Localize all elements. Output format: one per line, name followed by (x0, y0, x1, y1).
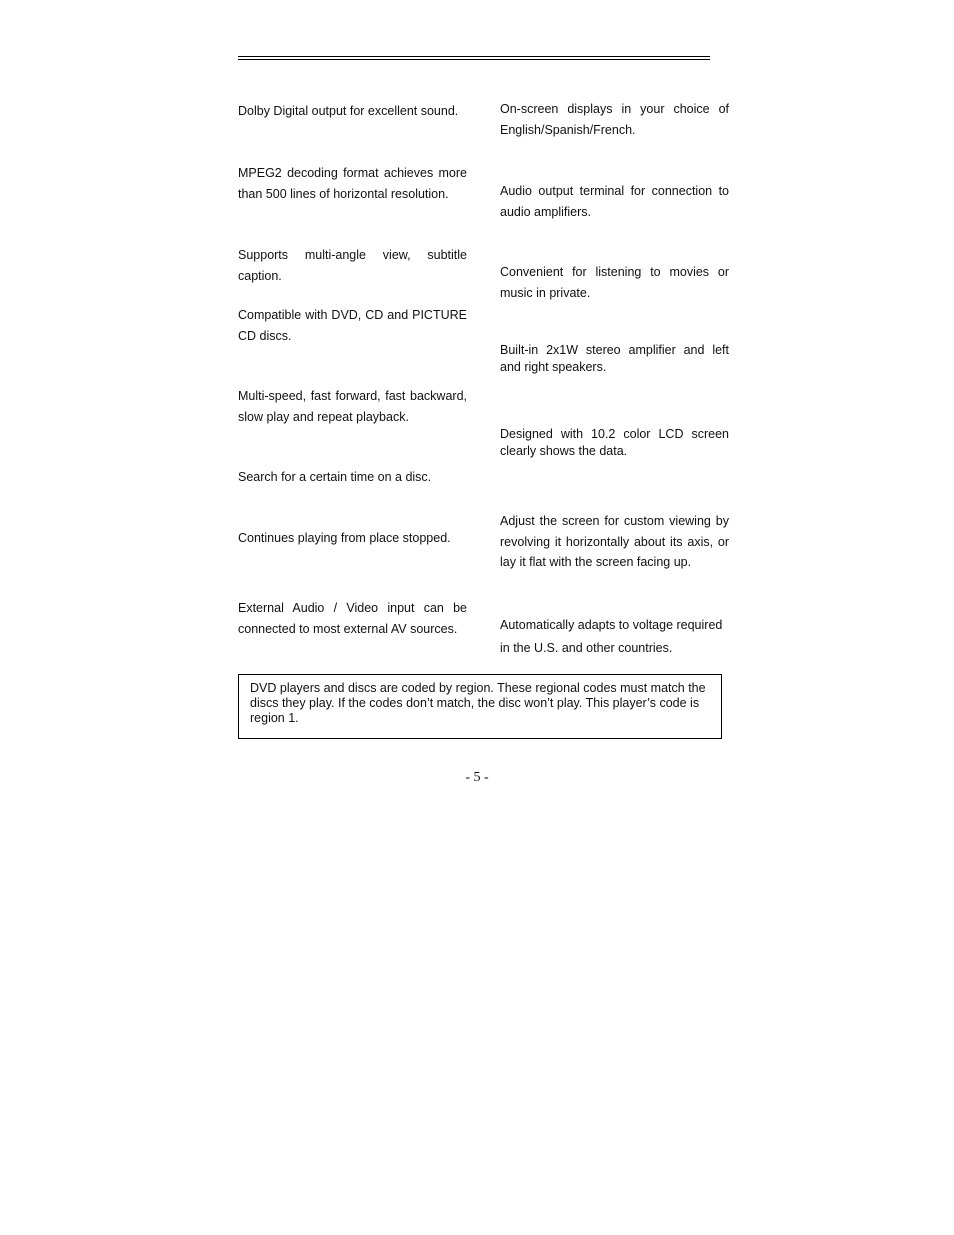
feature-dolby-digital: Dolby Digital output for excellent sound. (238, 104, 459, 118)
feature-stereo-amplifier: Built-in 2x1W stereo amplifier and left and right speakers. (500, 343, 729, 374)
feature-audio-output: Audio output terminal for connection to audio amplifiers. (500, 184, 729, 219)
feature-auto-voltage: Automatically adapts to voltage required in the U.S. and other countries. (500, 618, 723, 655)
feature-private-listening: Convenient for listening to movies or music in private. (500, 265, 729, 300)
feature-disc-compatibility: Compatible with DVD, CD and PICTURE CD discs. (238, 308, 467, 343)
feature-multi-angle: Supports multi-angle view, subtitle caption. (238, 248, 467, 283)
feature-resume-play: Continues playing from place stopped. (238, 531, 451, 545)
page-number: - 5 - (465, 770, 489, 785)
feature-adjustable-screen: Adjust the screen for custom viewing by revolving it horizontally about its axis, or lay it flat with the screen facing up. (500, 514, 729, 569)
header-rule-bottom (238, 59, 710, 60)
header-rule-top (238, 56, 710, 57)
feature-mpeg2-decoding: MPEG2 decoding format achieves more than 500 lines of horizontal resolution. (238, 166, 467, 201)
feature-lcd-screen: Designed with 10.2 color LCD screen clearly shows the data. (500, 427, 729, 458)
feature-on-screen-display: On-screen displays in your choice of English/Spanish/French. (500, 102, 729, 137)
feature-time-search: Search for a certain time on a disc. (238, 470, 432, 484)
feature-av-input: External Audio / Video input can be connected to most external AV sources. (238, 601, 467, 636)
feature-multi-speed: Multi-speed, fast forward, fast backward, slow play and repeat playback. (238, 389, 467, 424)
region-code-notice: DVD players and discs are coded by region. These regional codes must match the discs they play. If the codes don’t match, the disc won’t play. This player’s code is region 1. (238, 674, 722, 739)
